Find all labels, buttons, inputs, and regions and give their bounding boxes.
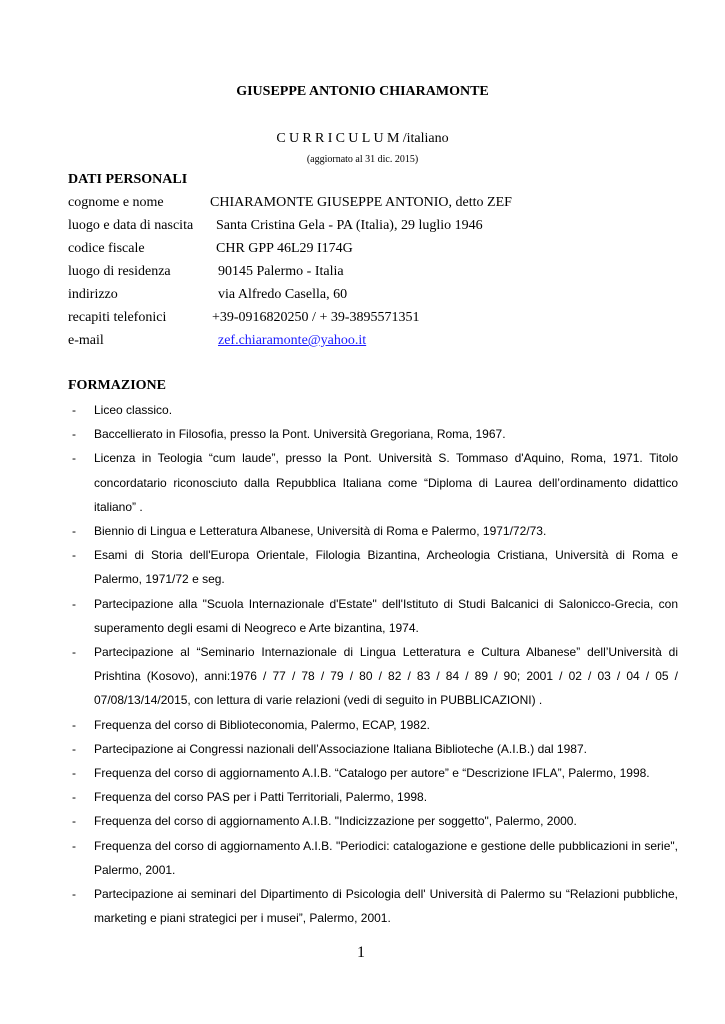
row-label: recapiti telefonici (68, 310, 167, 325)
list-item-text: Liceo classico. (94, 403, 173, 417)
list-item-text: Partecipazione alla "Scuola Internazionale d'Estate" dell'Istituto di Studi Balcanici di Salonicco-Grecia, con superamento degli esami di Neogreco e Arte bizantina, 1974. (94, 596, 678, 635)
row-value: 90145 Palermo - Italia (218, 264, 344, 279)
list-item (0, 834, 725, 882)
bullet-dash: - (72, 717, 76, 732)
row-label: cognome e nome (68, 195, 164, 210)
bullet-dash: - (72, 427, 76, 442)
list-item (0, 592, 725, 640)
cv-subtitle (0, 131, 725, 147)
bullet-dash: - (72, 766, 76, 781)
list-item-text: Frequenza del corso di Biblioteconomia, Palermo, ECAP, 1982. (94, 717, 430, 732)
list-item-text: Frequenza del corso PAS per i Patti Territoriali, Palermo, 1998. (94, 790, 428, 805)
list-item (0, 398, 725, 422)
cv-language: /italiano (402, 131, 449, 146)
list-item-text: Frequenza del corso di aggiornamento A.I.B. “Catalogo per autore” e “Descrizione IFLA”, Palermo, 1998. (94, 766, 650, 781)
bullet-dash: - (72, 645, 76, 660)
list-item-text: Frequenza del corso di aggiornamento A.I.B. "Periodici: catalogazione e gestione delle pubblicazioni in serie", Palermo, 2001. (94, 838, 678, 877)
row-label: e-mail (68, 333, 104, 348)
email-link[interactable]: zef.chiaramonte@yahoo.it (218, 333, 367, 348)
list-item (0, 761, 725, 785)
list-item (0, 640, 725, 713)
bullet-dash: - (72, 548, 76, 563)
list-item-text: Esami di Storia dell'Europa Orientale, Filologia Bizantina, Archeologia Cristiana, Università di Roma e Palermo, 1971/72 e seg. (94, 548, 678, 587)
bullet-dash: - (72, 741, 76, 756)
list-item (0, 446, 725, 519)
list-item (0, 882, 725, 930)
row-label: codice fiscale (68, 241, 145, 256)
cv-word: CURRICULUM (276, 131, 403, 146)
row-value: +39-0916820250 / + 39-3895571351 (212, 310, 420, 325)
list-item-text: Frequenza del corso di aggiornamento A.I.B. "Indicizzazione per soggetto", Palermo, 2000. (94, 814, 577, 829)
bullet-dash: - (72, 814, 76, 829)
row-label: indirizzo (68, 287, 118, 302)
section-heading-formazione: FORMAZIONE (68, 378, 166, 393)
row-value: via Alfredo Casella, 60 (218, 287, 348, 302)
bullet-dash: - (72, 887, 76, 902)
list-item-text: Baccellierato in Filosofia, presso la Pont. Università Gregoriana, Roma, 1967. (94, 427, 506, 442)
list-item (0, 737, 725, 761)
update-date: (aggiornato al 31 dic. 2015) (306, 154, 419, 165)
list-item (0, 543, 725, 591)
formazione-list (0, 398, 725, 930)
list-item (0, 713, 725, 737)
list-item-text: Licenza in Teologia “cum laude”, presso la Pont. Università S. Tommaso d'Aquino, Roma, 1971. Titolo concordatario riconosciuto dalla Repubblica Italiana come “Diploma di Laurea dell’ordinamento didattico italiano” . (94, 451, 678, 514)
bullet-dash: - (72, 451, 76, 466)
bullet-dash: - (72, 838, 76, 853)
bullet-dash: - (72, 596, 76, 611)
list-item-text: Biennio di Lingua e Letteratura Albanese, Università di Roma e Palermo, 1971/72/73. (94, 524, 547, 539)
list-item-text: Partecipazione ai seminari del Dipartimento di Psicologia dell' Università di Palermo su “Relazioni pubbliche, marketing e piani strategici per i musei”, Palermo, 2001. (94, 887, 678, 926)
list-item (0, 809, 725, 833)
list-item (0, 785, 725, 809)
row-label: luogo di residenza (68, 264, 171, 279)
list-item (0, 519, 725, 543)
row-label: luogo e data di nascita (68, 218, 194, 233)
bullet-dash: - (72, 524, 76, 539)
page-number: 1 (357, 944, 365, 961)
bullet-dash: - (72, 790, 76, 805)
list-item (0, 422, 725, 446)
section-heading-dati-personali: DATI PERSONALI (68, 172, 188, 187)
list-item-text: Partecipazione ai Congressi nazionali dell’Associazione Italiana Biblioteche (A.I.B.) dal 1987. (94, 741, 587, 756)
row-value: CHIARAMONTE GIUSEPPE ANTONIO, detto ZEF (210, 195, 512, 210)
list-item-text: Partecipazione al “Seminario Internazionale di Lingua Letteratura e Cultura Albanese” dell’Università di Prishtina (Kosovo), anni:1976 / 77 / 78 / 79 / 80 / 82 / 83 / 84 / 89 / 90; 2001 / 02 / 03 / 04 / 05 / 07/08/13/14/2015, con lettura di varie relazioni (vedi di seguito in PUBBLICAZIONI) . (94, 645, 678, 708)
bullet-dash: - (72, 403, 76, 417)
row-value: CHR GPP 46L29 I174G (216, 241, 353, 256)
row-value: Santa Cristina Gela - PA (Italia), 29 luglio 1946 (216, 218, 483, 233)
document-title: GIUSEPPE ANTONIO CHIARAMONTE (236, 84, 489, 99)
